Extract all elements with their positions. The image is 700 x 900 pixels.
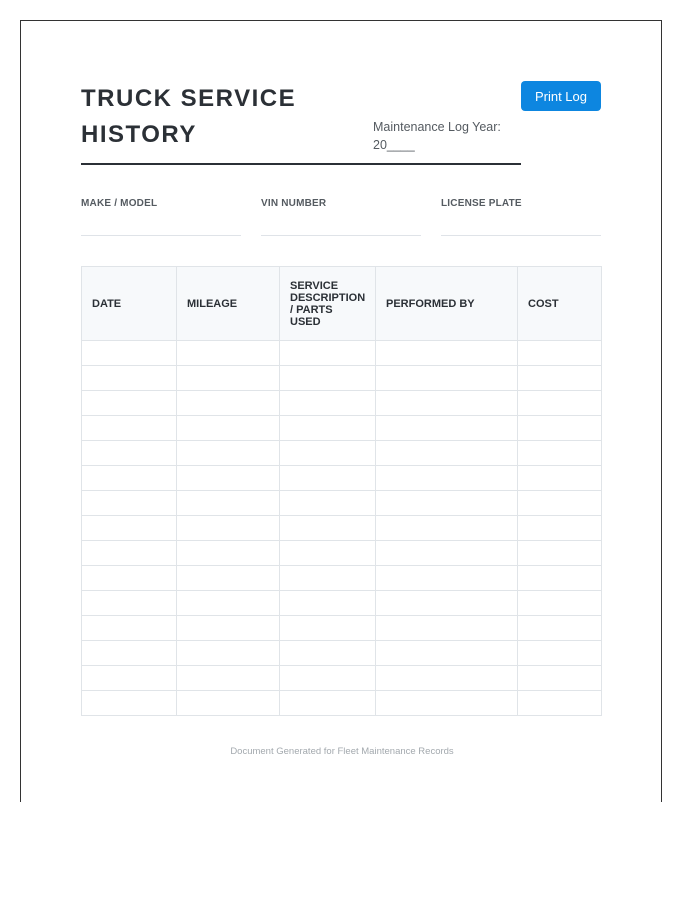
table-cell[interactable] [82,491,177,516]
table-cell[interactable] [280,516,376,541]
field-license-plate [441,197,601,236]
table-cell[interactable] [177,691,280,716]
table-cell[interactable] [177,566,280,591]
table-body [82,341,602,716]
table-row [82,616,602,641]
table-row [82,441,602,466]
table-cell[interactable] [280,566,376,591]
table-cell[interactable] [280,466,376,491]
license-plate-input-line[interactable] [441,235,601,236]
table-cell[interactable] [376,666,518,691]
table-cell[interactable] [177,466,280,491]
table-row [82,641,602,666]
table-cell[interactable] [376,566,518,591]
table-cell[interactable] [82,391,177,416]
table-cell[interactable] [518,691,602,716]
table-cell[interactable] [376,441,518,466]
table-cell[interactable] [177,616,280,641]
column-header-mileage: MILEAGE [177,267,280,341]
table-cell[interactable] [82,641,177,666]
table-cell[interactable] [518,366,602,391]
table-cell[interactable] [177,591,280,616]
table-cell[interactable] [177,391,280,416]
table-cell[interactable] [376,391,518,416]
table-cell[interactable] [82,691,177,716]
table-cell[interactable] [376,516,518,541]
table-cell[interactable] [280,541,376,566]
table-cell[interactable] [518,641,602,666]
table-cell[interactable] [280,491,376,516]
table-cell[interactable] [82,516,177,541]
title-divider [81,163,521,165]
table-cell[interactable] [376,416,518,441]
table-cell[interactable] [376,691,518,716]
table-cell[interactable] [82,591,177,616]
table-cell[interactable] [376,541,518,566]
column-header-cost: COST [518,267,602,341]
table-row [82,516,602,541]
column-header-service-description: SERVICE DESCRIPTION / PARTS USED [280,267,376,341]
service-log-page [20,20,662,802]
print-log-button[interactable]: Print Log [521,81,601,111]
table-cell[interactable] [280,641,376,666]
table-row [82,691,602,716]
table-cell[interactable] [376,341,518,366]
table-cell[interactable] [518,566,602,591]
field-label-make-model: MAKE / MODEL [81,198,158,209]
table-row [82,366,602,391]
table-cell[interactable] [518,591,602,616]
table-row [82,416,602,441]
table-cell[interactable] [177,541,280,566]
table-cell[interactable] [82,566,177,591]
table-cell[interactable] [280,341,376,366]
table-cell[interactable] [177,491,280,516]
table-cell[interactable] [82,466,177,491]
table-cell[interactable] [280,616,376,641]
table-cell[interactable] [376,616,518,641]
field-label-vin-number: VIN NUMBER [261,198,327,209]
table-cell[interactable] [280,691,376,716]
table-cell[interactable] [518,441,602,466]
field-vin-number [261,197,421,236]
table-cell[interactable] [82,616,177,641]
table-cell[interactable] [280,391,376,416]
column-header-date: DATE [82,267,177,341]
table-cell[interactable] [82,541,177,566]
make-model-input-line[interactable] [81,235,241,236]
table-cell[interactable] [280,416,376,441]
table-row [82,466,602,491]
table-row [82,491,602,516]
table-cell[interactable] [177,516,280,541]
table-cell[interactable] [177,441,280,466]
table-cell[interactable] [518,416,602,441]
table-cell[interactable] [376,491,518,516]
table-cell[interactable] [177,666,280,691]
table-cell[interactable] [82,341,177,366]
table-row [82,591,602,616]
table-cell[interactable] [376,591,518,616]
table-cell[interactable] [376,366,518,391]
table-cell[interactable] [518,616,602,641]
table-cell[interactable] [376,641,518,666]
table-cell[interactable] [177,641,280,666]
field-label-license-plate: LICENSE PLATE [441,198,522,209]
table-row [82,341,602,366]
table-cell[interactable] [82,416,177,441]
service-log-table [81,266,602,716]
table-cell[interactable] [177,341,280,366]
column-header-performed-by: PERFORMED BY [376,267,518,341]
page-title: TRUCK SERVICE HISTORY [81,85,297,148]
table-row [82,391,602,416]
table-cell[interactable] [82,441,177,466]
table-cell[interactable] [518,516,602,541]
table-cell[interactable] [518,666,602,691]
table-row [82,566,602,591]
footer-note: Document Generated for Fleet Maintenance Records [230,746,454,757]
table-cell[interactable] [82,666,177,691]
table-cell[interactable] [518,466,602,491]
table-cell[interactable] [518,541,602,566]
table-row [82,666,602,691]
maintenance-log-year: Maintenance Log Year: 20____ [373,120,501,152]
table-cell[interactable] [518,491,602,516]
vin-number-input-line[interactable] [261,235,421,236]
table-cell[interactable] [82,366,177,391]
table-cell[interactable] [280,441,376,466]
table-cell[interactable] [280,666,376,691]
table-cell[interactable] [177,366,280,391]
field-make-model [81,197,241,236]
table-header-row [82,267,602,341]
table-cell[interactable] [177,416,280,441]
table-cell[interactable] [280,366,376,391]
table-cell[interactable] [280,591,376,616]
table-cell[interactable] [376,466,518,491]
table-row [82,541,602,566]
table-cell[interactable] [518,341,602,366]
table-cell[interactable] [518,391,602,416]
